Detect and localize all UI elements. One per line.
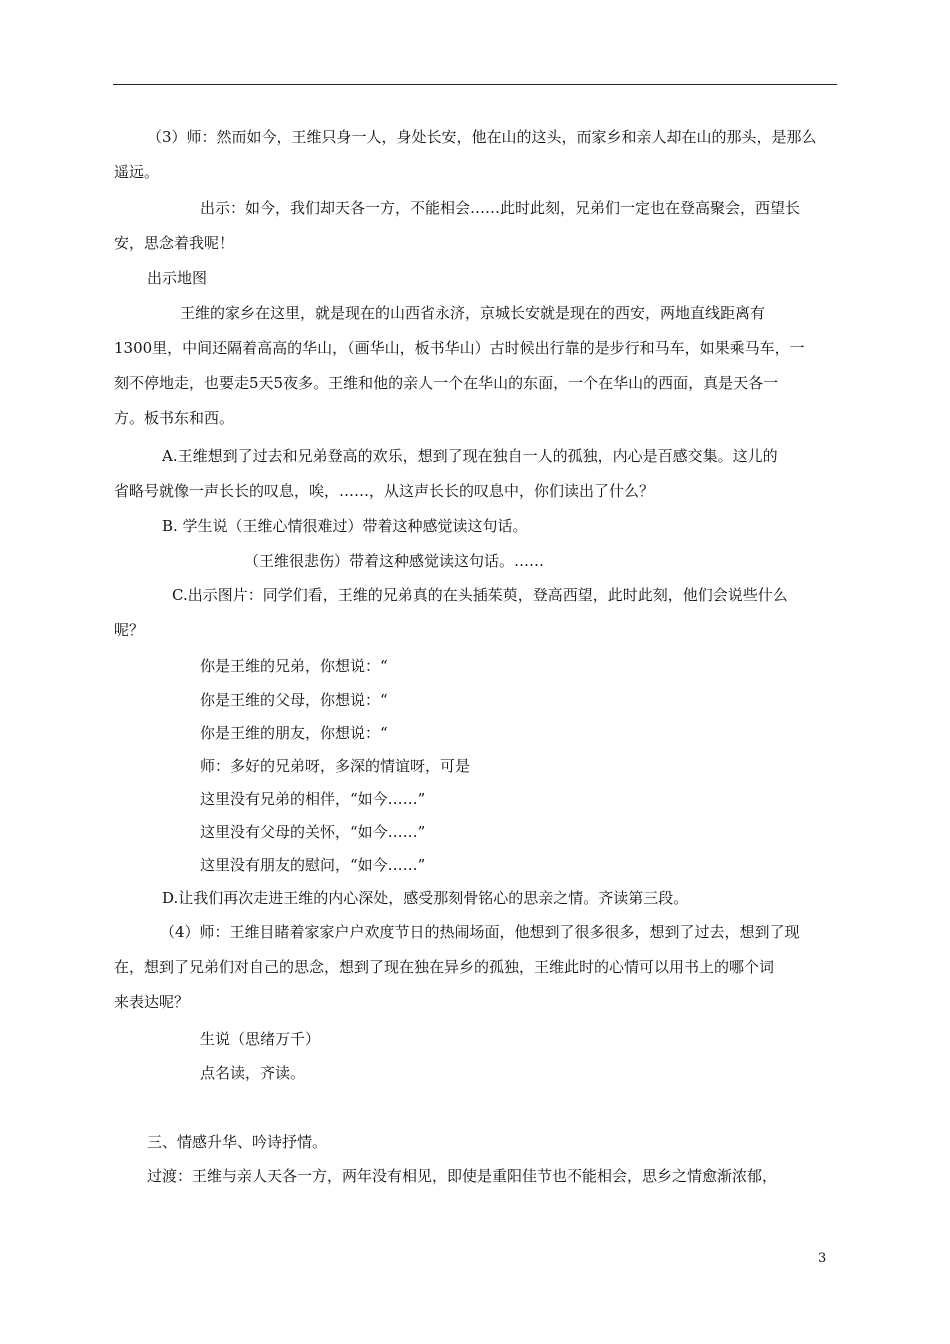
paragraph-4-line-1: （4）师：王维目睹着家家户户欢度节日的热闹场面，他想到了很多很多，想到了过去，想到了现 [160, 923, 800, 941]
section-3-heading: 三、情感升华、吟诗抒情。 [147, 1133, 328, 1151]
teacher-line: 师：多好的兄弟呀，多深的情谊呀，可是 [200, 757, 471, 775]
say-friend: 你是王维的朋友，你想说：“ [200, 724, 388, 742]
say-parents: 你是王维的父母，你想说：“ [200, 691, 388, 709]
say-brother: 你是王维的兄弟，你想说：“ [200, 657, 388, 675]
reading-instruction: 点名读，齐读。 [200, 1064, 306, 1082]
item-a-line-2: 省略号就像一声长长的叹息，唉，……，从这声长长的叹息中，你们读出了什么？ [114, 482, 655, 500]
item-d: D.让我们再次走进王维的内心深处，感受那刻骨铭心的思亲之情。齐读第三段。 [162, 889, 689, 907]
no-friend-line: 这里没有朋友的慰问，“如今……” [200, 856, 426, 874]
student-answer: 生说（思绪万千） [200, 1030, 321, 1048]
paragraph-4-line-2: 在，想到了兄弟们对自己的思念，想到了现在独在异乡的孤独，王维此时的心情可以用书上的哪个词 [114, 958, 775, 976]
item-b-line-2: （王维很悲伤）带着这种感觉读这句话。…… [244, 552, 545, 570]
item-b-line-1: B. 学生说（王维心情很难过）带着这种感觉读这句话。 [162, 517, 528, 535]
item-a-line-1: A.王维想到了过去和兄弟登高的欢乐，想到了现在独自一人的孤独，内心是百感交集。这儿的 [162, 447, 778, 465]
show-text-line-1: 出示：如今，我们却天各一方，不能相会……此时此刻，兄弟们一定也在登高聚会，西望长 [200, 199, 801, 217]
show-map-heading: 出示地图 [147, 269, 208, 287]
map-paragraph-line-3: 刻不停地走，也要走5天5夜多。王维和他的亲人一个在华山的东面，一个在华山的西面，真是天各一 [114, 374, 779, 392]
paragraph-3-line-2: 遥远。 [114, 163, 160, 181]
paragraph-4-line-3: 来表达呢？ [114, 993, 190, 1011]
paragraph-3-line-1: （3）师：然而如今，王维只身一人，身处长安，他在山的这头，而家乡和亲人却在山的那头，是那么 [147, 128, 817, 146]
no-brother-line: 这里没有兄弟的相伴，“如今……” [200, 790, 426, 808]
transition-line: 过渡：王维与亲人天各一方，两年没有相见，即使是重阳佳节也不能相会，思乡之情愈渐浓郁， [147, 1167, 778, 1185]
item-c-line-1: C.出示图片：同学们看，王维的兄弟真的在头插茱萸，登高西望，此时此刻，他们会说些什么 [172, 586, 788, 604]
item-c-line-2: 呢？ [114, 621, 145, 639]
map-paragraph-line-4: 方。板书东和西。 [114, 409, 235, 427]
show-text-line-2: 安，思念着我呢！ [114, 234, 235, 252]
map-paragraph-line-1: 王维的家乡在这里，就是现在的山西省永济，京城长安就是现在的西安，两地直线距离有 [180, 304, 766, 322]
page-number: 3 [818, 1251, 827, 1266]
no-parents-line: 这里没有父母的关怀，“如今……” [200, 823, 426, 841]
header-rule [113, 84, 837, 85]
map-paragraph-line-2: 1300里，中间还隔着高高的华山，（画华山，板书华山）古时候出行靠的是步行和马车，如果乘马车，一 [114, 339, 805, 357]
